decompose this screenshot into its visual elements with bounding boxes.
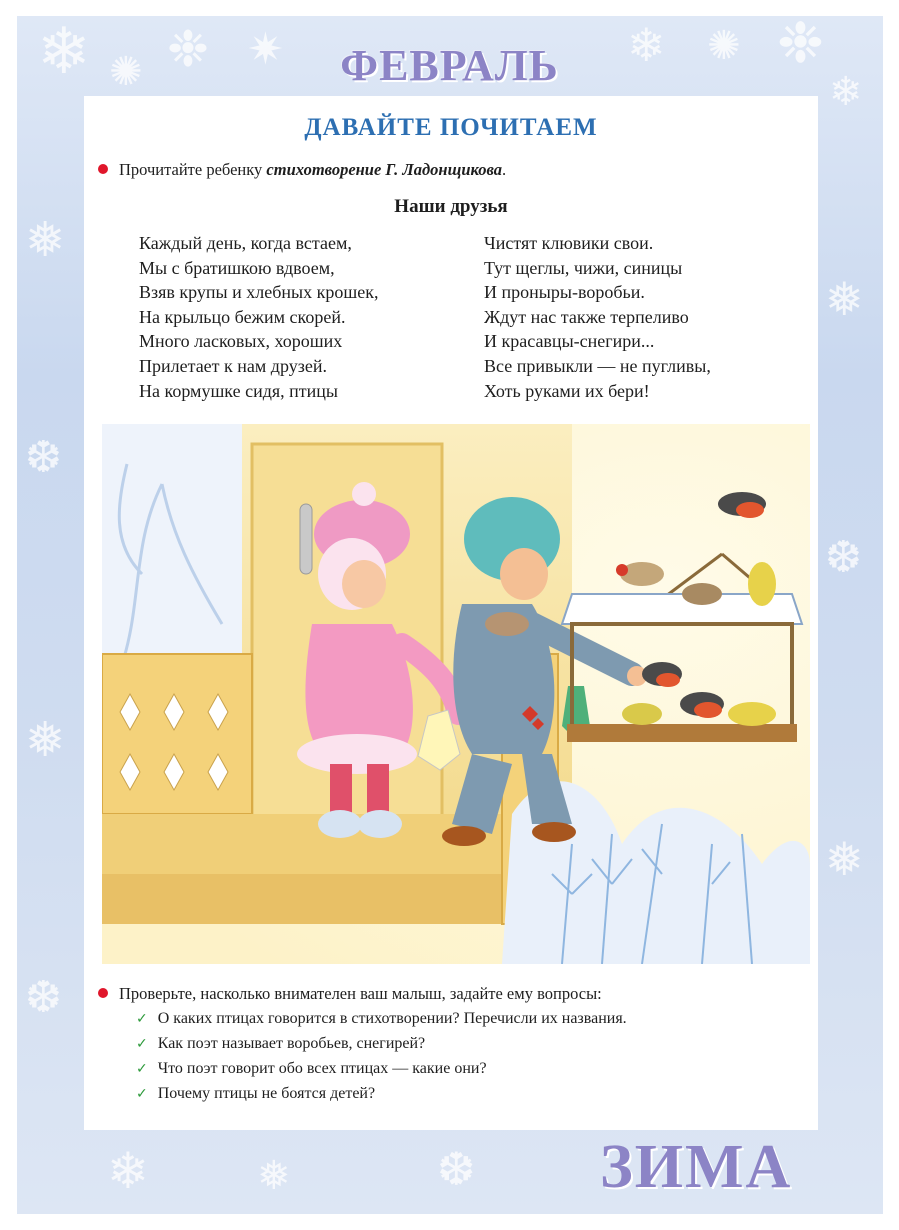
content-sheet <box>84 96 818 1130</box>
snowflake-icon: ❄ <box>627 18 666 72</box>
red-dot-icon <box>98 164 108 174</box>
snowflake-icon: ❅ <box>825 832 864 886</box>
quiz-item <box>136 1035 425 1053</box>
snowflake-icon: ❅ <box>25 212 66 268</box>
check-mark-icon: ✓ <box>136 1011 148 1027</box>
reading-instruction <box>98 160 506 180</box>
quiz-question: О каких птицах говорится в стихотворении? Перечисли их названия. <box>157 1010 627 1027</box>
instruction-text: Прочитайте ребенку <box>119 160 267 179</box>
poem-line: На крыльцо бежим скорей. <box>139 306 346 327</box>
snowflake-icon: ❅ <box>25 712 66 768</box>
poem-line: На кормушке сидя, птицы <box>139 380 339 401</box>
snowflake-icon: ❆ <box>825 532 862 583</box>
poem-line: Прилетает к нам друзей. <box>139 355 327 376</box>
poem-line: Много ласковых, хороших <box>139 331 343 352</box>
snowflake-icon: ❅ <box>825 272 864 326</box>
snowflake-icon: ❆ <box>25 972 62 1023</box>
month-title: ФЕВРАЛЬ <box>340 41 559 90</box>
poem-column-right <box>484 231 711 403</box>
snowflake-icon: ❄ <box>37 15 91 89</box>
poem-line: Каждый день, когда встаем, <box>139 233 352 253</box>
poem-line: Мы с братишкою вдвоем, <box>139 257 335 278</box>
quiz-question: Что поэт говорит обо всех птицах — какие они? <box>157 1060 487 1077</box>
snowflake-icon: ❄ <box>829 69 863 115</box>
quiz-item <box>136 1085 375 1103</box>
instruction-end: . <box>501 160 507 179</box>
season-title: ЗИМА <box>600 1133 793 1201</box>
snowflake-icon: ❆ <box>437 1142 476 1196</box>
quiz-item <box>136 1060 487 1078</box>
poem-line: И красавцы-снегири... <box>484 331 655 352</box>
children-feeding-birds-illustration <box>102 424 810 964</box>
snowflake-icon: ❄ <box>107 1142 149 1200</box>
poem-line: Взяв крупы и хлебных крошек, <box>139 282 379 303</box>
poem-line: Хоть руками их бери! <box>484 380 650 401</box>
check-mark-icon: ✓ <box>136 1061 148 1077</box>
snowflake-icon: ❉ <box>167 20 209 78</box>
check-mark-icon: ✓ <box>136 1086 148 1102</box>
quiz-question: Как поэт называет воробьев, снегирей? <box>157 1035 426 1052</box>
check-mark-icon: ✓ <box>136 1036 148 1052</box>
poem-line: Тут щеглы, чижи, синицы <box>484 257 683 278</box>
poem-line: Чистят клювики свои. <box>484 233 654 253</box>
poem-column-left <box>139 231 378 403</box>
quiz-item <box>136 1010 627 1028</box>
poem-line: И проныры-воробьи. <box>484 282 645 303</box>
snowflake-icon: ✷ <box>247 24 284 75</box>
snowflake-icon: ❉ <box>777 11 824 76</box>
quiz-question: Почему птицы не боятся детей? <box>157 1085 376 1102</box>
snowflake-icon: ✺ <box>707 23 741 69</box>
snowflake-icon: ❅ <box>257 1153 291 1199</box>
poem-line: Все привыкли — не пугливы, <box>484 355 711 376</box>
red-dot-icon <box>98 988 108 998</box>
snowflake-icon: ✺ <box>109 49 143 95</box>
snowflake-icon: ❆ <box>25 432 62 483</box>
section-heading: ДАВАЙТЕ ПОЧИТАЕМ <box>304 114 598 141</box>
quiz-intro-text: Проверьте, насколько внимателен ваш малыш, задайте ему вопросы: <box>119 984 602 1003</box>
poem-line: Ждут нас также терпеливо <box>484 306 689 327</box>
quiz-instruction <box>98 984 602 1004</box>
instruction-emphasis: стихотворение Г. Ладонщикова <box>266 160 502 179</box>
poem-title: Наши друзья <box>394 196 508 217</box>
